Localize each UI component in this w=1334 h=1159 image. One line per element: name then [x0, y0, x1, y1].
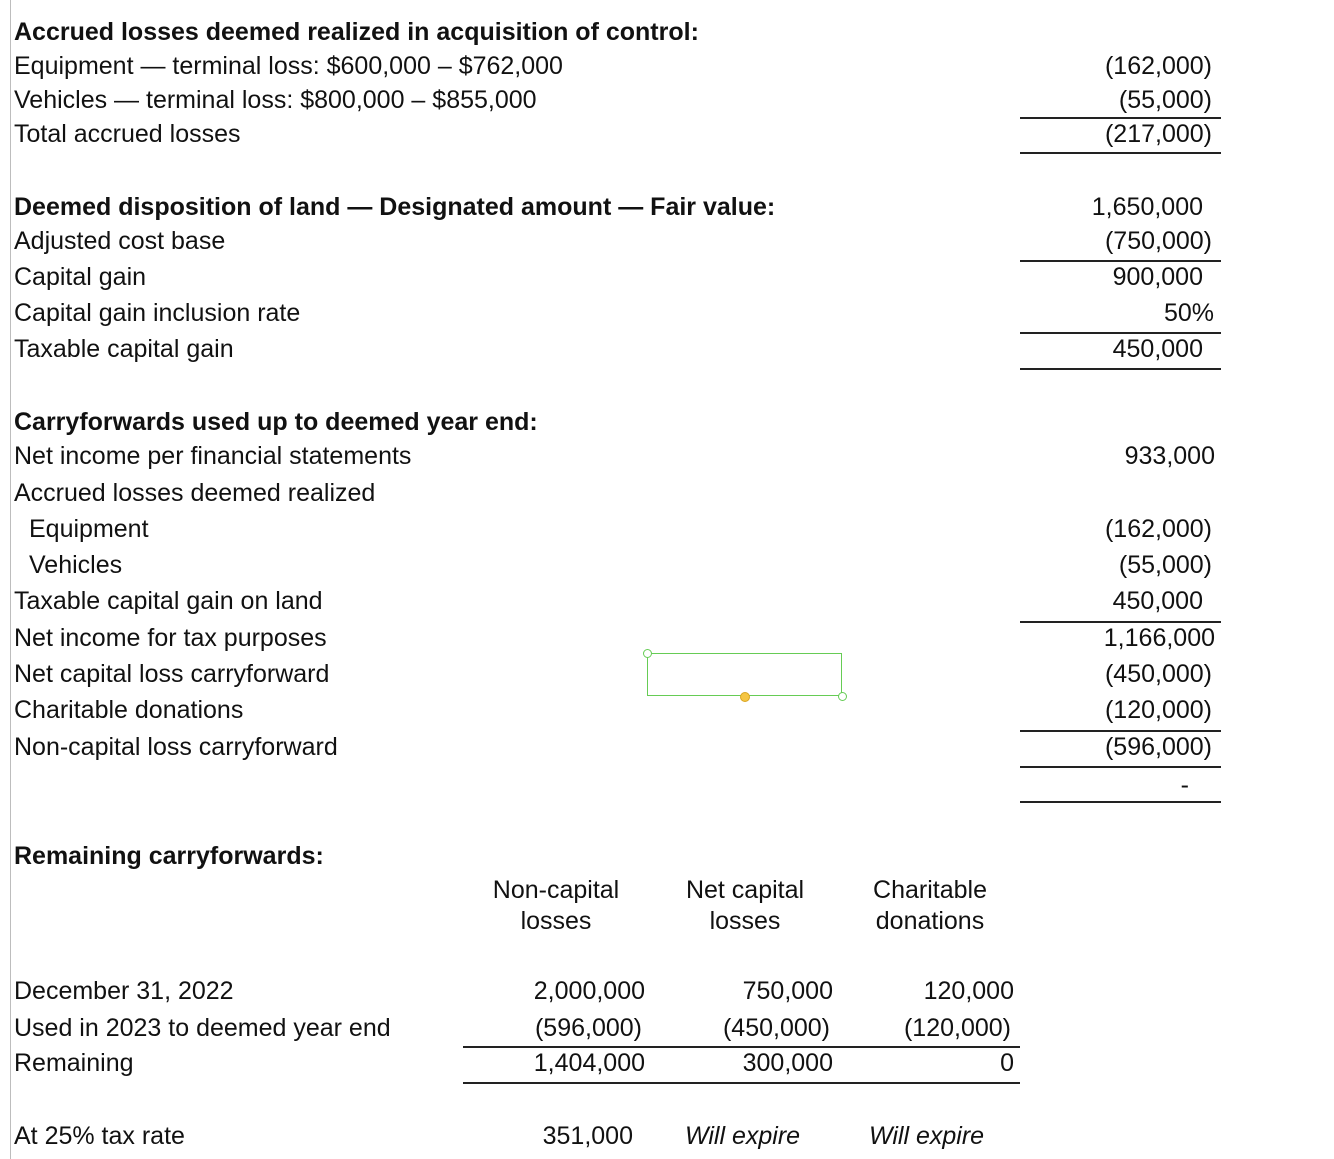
- accrued-row-value: (162,000): [1104, 52, 1212, 80]
- remaining-cell: 300,000: [742, 1049, 833, 1077]
- land-row-label: Adjusted cost base: [14, 227, 226, 255]
- carryforward-row-value: (162,000): [1104, 515, 1212, 543]
- column-header: losses: [520, 907, 592, 935]
- remaining-heading: Remaining carryforwards:: [14, 842, 324, 870]
- remaining-cell: (450,000): [722, 1014, 830, 1042]
- column-header: Net capital: [685, 876, 805, 904]
- carryforward-row-value: (55,000): [1118, 551, 1212, 579]
- land-row-value: (750,000): [1104, 227, 1212, 255]
- column-header: donations: [875, 907, 985, 935]
- total-underline: [1020, 368, 1221, 370]
- carryforward-row-label: Vehicles: [29, 551, 123, 579]
- carryforward-row-value: 933,000: [1124, 442, 1215, 470]
- remaining-cell: 750,000: [742, 977, 833, 1005]
- land-row-label: Taxable capital gain: [14, 335, 234, 363]
- remaining-cell: 1,404,000: [533, 1049, 645, 1077]
- carryforward-row-label: Non-capital loss carryforward: [14, 733, 338, 761]
- land-heading: Deemed disposition of land — Designated amount — Fair value:: [14, 193, 776, 221]
- carryforward-row-label: Taxable capital gain on land: [14, 587, 323, 615]
- carryforward-row-label: Equipment: [29, 515, 149, 543]
- tax-cell: Will expire: [685, 1122, 801, 1150]
- column-header: losses: [709, 907, 781, 935]
- land-row-label: Capital gain inclusion rate: [14, 299, 301, 327]
- tax-cell: Will expire: [869, 1122, 985, 1150]
- accrued-row-label: Equipment — terminal loss: $600,000 – $762,000: [14, 52, 563, 80]
- total-underline: [463, 1082, 1020, 1084]
- carryforward-row-label: Accrued losses deemed realized: [14, 479, 376, 507]
- resize-handle[interactable]: [643, 649, 652, 658]
- accrued-row-value: (55,000): [1118, 86, 1212, 114]
- column-header: Non-capital: [492, 876, 620, 904]
- land-row-value: 450,000: [1112, 335, 1203, 363]
- remaining-row-label: Remaining: [14, 1049, 134, 1077]
- tax-cell: 351,000: [542, 1122, 633, 1150]
- accrued-row-label: Vehicles — terminal loss: $800,000 – $855,000: [14, 86, 537, 114]
- carryforward-row-value: 450,000: [1112, 587, 1203, 615]
- carryforward-row-value: (596,000): [1104, 733, 1212, 761]
- resize-handle[interactable]: [838, 692, 847, 701]
- total-underline: [1020, 801, 1221, 803]
- carryforwards-heading: Carryforwards used up to deemed year end:: [14, 408, 538, 436]
- carryforward-row-value: (450,000): [1104, 660, 1212, 688]
- carryforward-final-value: -: [1180, 771, 1189, 799]
- adjust-handle[interactable]: [740, 692, 750, 702]
- remaining-cell: (596,000): [534, 1014, 642, 1042]
- remaining-row-label: December 31, 2022: [14, 977, 234, 1005]
- land-fair-value: 1,650,000: [1091, 193, 1203, 221]
- tax-row-label: At 25% tax rate: [14, 1122, 185, 1150]
- remaining-cell: 2,000,000: [533, 977, 645, 1005]
- carryforward-row-label: Net income for tax purposes: [14, 624, 327, 652]
- carryforward-row-label: Net income per financial statements: [14, 442, 412, 470]
- underline: [1020, 766, 1221, 768]
- land-row-value: 50%: [1163, 299, 1214, 327]
- total-underline: [1020, 152, 1221, 154]
- sheet-left-border: [10, 0, 11, 1159]
- remaining-cell: 0: [1000, 1049, 1014, 1077]
- land-row-label: Capital gain: [14, 263, 147, 291]
- accrued-heading: Accrued losses deemed realized in acquisition of control:: [14, 18, 699, 46]
- carryforward-row-label: Charitable donations: [14, 696, 244, 724]
- carryforward-row-value: 1,166,000: [1103, 624, 1215, 652]
- column-header: Charitable: [873, 876, 987, 904]
- land-row-value: 900,000: [1112, 263, 1203, 291]
- carryforward-row-value: (120,000): [1104, 696, 1212, 724]
- remaining-cell: (120,000): [903, 1014, 1011, 1042]
- remaining-cell: 120,000: [923, 977, 1014, 1005]
- remaining-row-label: Used in 2023 to deemed year end: [14, 1014, 391, 1042]
- selected-shape[interactable]: [647, 653, 842, 696]
- accrued-total-label: Total accrued losses: [14, 120, 241, 148]
- accrued-total-value: (217,000): [1104, 120, 1212, 148]
- carryforward-row-label: Net capital loss carryforward: [14, 660, 330, 688]
